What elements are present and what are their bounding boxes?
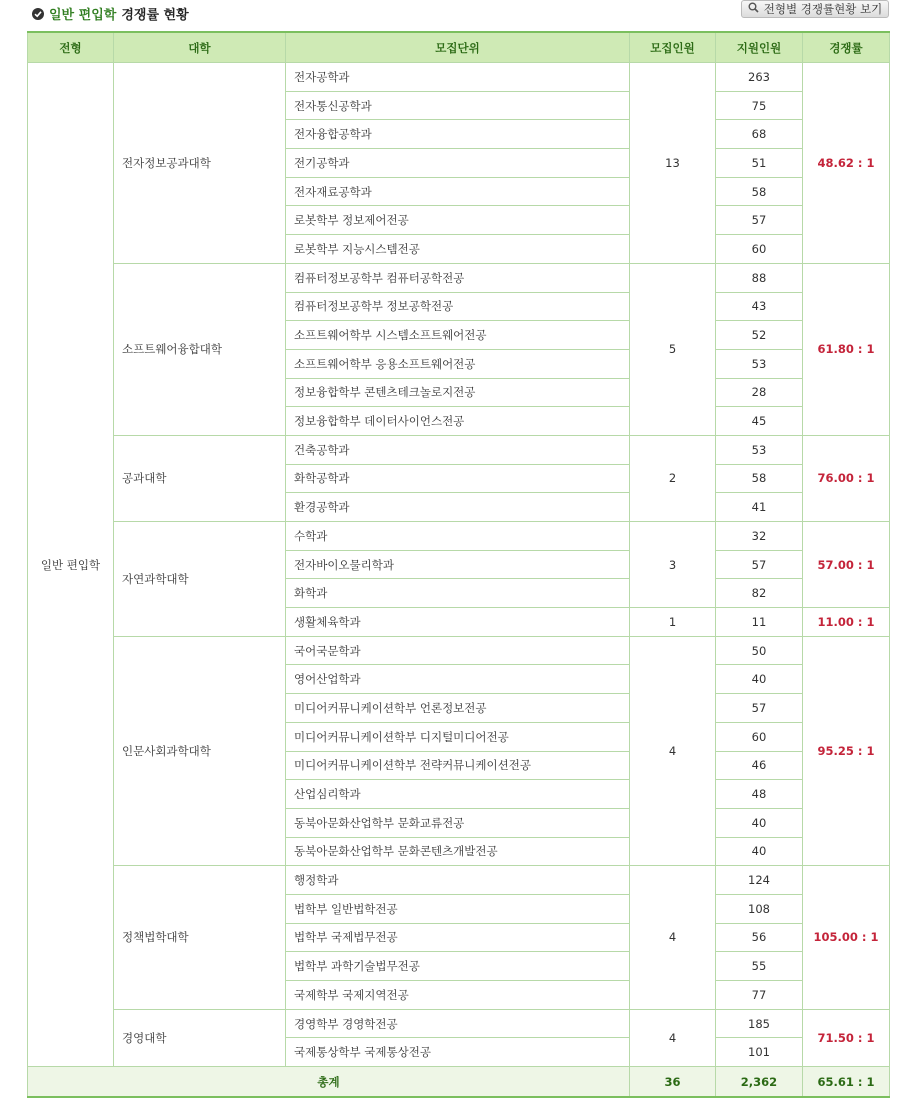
quota-cell: 4 bbox=[630, 636, 716, 866]
unit-cell: 법학부 일반법학전공 bbox=[286, 894, 630, 923]
college-cell: 소프트웨어융합대학 bbox=[114, 263, 286, 435]
ratio-cell: 95.25 : 1 bbox=[803, 636, 890, 866]
admission-type-cell: 일반 편입학 bbox=[28, 63, 114, 1067]
table-row bbox=[28, 1009, 890, 1038]
applicants-cell: 88 bbox=[716, 263, 803, 292]
unit-cell: 법학부 국제법무전공 bbox=[286, 923, 630, 952]
unit-cell: 환경공학과 bbox=[286, 493, 630, 522]
check-circle-icon bbox=[32, 8, 44, 20]
college-cell: 전자정보공과대학 bbox=[114, 63, 286, 264]
quota-cell: 3 bbox=[630, 522, 716, 608]
applicants-cell: 57 bbox=[716, 550, 803, 579]
unit-cell: 로봇학부 지능시스템전공 bbox=[286, 235, 630, 264]
ratio-cell: 48.62 : 1 bbox=[803, 63, 890, 264]
total-applicants: 2,362 bbox=[716, 1067, 803, 1098]
unit-cell: 전자융합공학과 bbox=[286, 120, 630, 149]
total-quota: 36 bbox=[630, 1067, 716, 1098]
title-highlight: 일반 편입학 bbox=[49, 8, 117, 23]
col-header-quota: 모집인원 bbox=[630, 32, 716, 63]
table-row bbox=[28, 866, 890, 895]
applicants-cell: 57 bbox=[716, 694, 803, 723]
unit-cell: 전자공학과 bbox=[286, 63, 630, 92]
unit-cell: 전자통신공학과 bbox=[286, 91, 630, 120]
table-row bbox=[28, 263, 890, 292]
college-cell: 자연과학대학 bbox=[114, 522, 286, 637]
unit-cell: 동북아문화산업학부 문화콘텐츠개발전공 bbox=[286, 837, 630, 866]
unit-cell: 국어국문학과 bbox=[286, 636, 630, 665]
unit-cell: 정보융합학부 콘텐츠테크놀로지전공 bbox=[286, 378, 630, 407]
applicants-cell: 55 bbox=[716, 952, 803, 981]
ratio-cell: 61.80 : 1 bbox=[803, 263, 890, 435]
unit-cell: 전기공학과 bbox=[286, 149, 630, 178]
table-row bbox=[28, 636, 890, 665]
applicants-cell: 40 bbox=[716, 808, 803, 837]
unit-cell: 국제학부 국제지역전공 bbox=[286, 981, 630, 1010]
col-header-applicants: 지원인원 bbox=[716, 32, 803, 63]
table-row bbox=[28, 522, 890, 551]
applicants-cell: 40 bbox=[716, 837, 803, 866]
applicants-cell: 52 bbox=[716, 321, 803, 350]
applicants-cell: 185 bbox=[716, 1009, 803, 1038]
ratio-cell: 11.00 : 1 bbox=[803, 608, 890, 637]
unit-cell: 화학과 bbox=[286, 579, 630, 608]
applicants-cell: 101 bbox=[716, 1038, 803, 1067]
college-cell: 공과대학 bbox=[114, 435, 286, 521]
college-cell: 인문사회과학대학 bbox=[114, 636, 286, 866]
unit-cell: 전자재료공학과 bbox=[286, 177, 630, 206]
col-header-type: 전형 bbox=[28, 32, 114, 63]
ratio-cell: 57.00 : 1 bbox=[803, 522, 890, 608]
applicants-cell: 68 bbox=[716, 120, 803, 149]
competition-table bbox=[27, 31, 890, 1098]
total-row bbox=[28, 1067, 890, 1098]
applicants-cell: 124 bbox=[716, 866, 803, 895]
unit-cell: 미디어커뮤니케이션학부 전략커뮤니케이션전공 bbox=[286, 751, 630, 780]
unit-cell: 소프트웨어학부 시스템소프트웨어전공 bbox=[286, 321, 630, 350]
applicants-cell: 263 bbox=[716, 63, 803, 92]
title-rest: 경쟁률 현황 bbox=[121, 8, 189, 23]
applicants-cell: 57 bbox=[716, 206, 803, 235]
unit-cell: 생활체육학과 bbox=[286, 608, 630, 637]
table-row bbox=[28, 435, 890, 464]
applicants-cell: 58 bbox=[716, 464, 803, 493]
unit-cell: 미디어커뮤니케이션학부 디지털미디어전공 bbox=[286, 722, 630, 751]
unit-cell: 정보융합학부 데이터사이언스전공 bbox=[286, 407, 630, 436]
quota-cell: 5 bbox=[630, 263, 716, 435]
unit-cell: 건축공학과 bbox=[286, 435, 630, 464]
unit-cell: 동북아문화산업학부 문화교류전공 bbox=[286, 808, 630, 837]
unit-cell: 미디어커뮤니케이션학부 언론정보전공 bbox=[286, 694, 630, 723]
applicants-cell: 58 bbox=[716, 177, 803, 206]
unit-cell: 수학과 bbox=[286, 522, 630, 551]
college-cell: 경영대학 bbox=[114, 1009, 286, 1066]
table-header-row bbox=[28, 32, 890, 63]
applicants-cell: 53 bbox=[716, 349, 803, 378]
total-label: 총계 bbox=[28, 1067, 630, 1098]
applicants-cell: 77 bbox=[716, 981, 803, 1010]
quota-cell: 1 bbox=[630, 608, 716, 637]
unit-cell: 경영학부 경영학전공 bbox=[286, 1009, 630, 1038]
applicants-cell: 51 bbox=[716, 149, 803, 178]
unit-cell: 로봇학부 정보제어전공 bbox=[286, 206, 630, 235]
applicants-cell: 56 bbox=[716, 923, 803, 952]
unit-cell: 화학공학과 bbox=[286, 464, 630, 493]
applicants-cell: 53 bbox=[716, 435, 803, 464]
view-by-type-button[interactable] bbox=[741, 0, 889, 18]
unit-cell: 행정학과 bbox=[286, 866, 630, 895]
search-icon bbox=[748, 2, 759, 16]
applicants-cell: 50 bbox=[716, 636, 803, 665]
section-header bbox=[0, 0, 899, 28]
table-row bbox=[28, 63, 890, 92]
ratio-cell: 105.00 : 1 bbox=[803, 866, 890, 1009]
applicants-cell: 41 bbox=[716, 493, 803, 522]
applicants-cell: 60 bbox=[716, 722, 803, 751]
col-header-college: 대학 bbox=[114, 32, 286, 63]
applicants-cell: 40 bbox=[716, 665, 803, 694]
unit-cell: 국제통상학부 국제통상전공 bbox=[286, 1038, 630, 1067]
ratio-cell: 76.00 : 1 bbox=[803, 435, 890, 521]
applicants-cell: 43 bbox=[716, 292, 803, 321]
section-title bbox=[32, 4, 189, 23]
applicants-cell: 48 bbox=[716, 780, 803, 809]
unit-cell: 소프트웨어학부 응용소프트웨어전공 bbox=[286, 349, 630, 378]
total-ratio: 65.61 : 1 bbox=[803, 1067, 890, 1098]
quota-cell: 13 bbox=[630, 63, 716, 264]
college-cell: 정책법학대학 bbox=[114, 866, 286, 1009]
quota-cell: 4 bbox=[630, 1009, 716, 1066]
unit-cell: 전자바이오물리학과 bbox=[286, 550, 630, 579]
applicants-cell: 46 bbox=[716, 751, 803, 780]
ratio-cell: 71.50 : 1 bbox=[803, 1009, 890, 1066]
view-by-type-label: 전형별 경쟁률현황 보기 bbox=[763, 2, 883, 16]
applicants-cell: 75 bbox=[716, 91, 803, 120]
applicants-cell: 28 bbox=[716, 378, 803, 407]
unit-cell: 컴퓨터정보공학부 컴퓨터공학전공 bbox=[286, 263, 630, 292]
applicants-cell: 108 bbox=[716, 894, 803, 923]
col-header-unit: 모집단위 bbox=[286, 32, 630, 63]
col-header-ratio: 경쟁률 bbox=[803, 32, 890, 63]
applicants-cell: 45 bbox=[716, 407, 803, 436]
quota-cell: 2 bbox=[630, 435, 716, 521]
applicants-cell: 32 bbox=[716, 522, 803, 551]
applicants-cell: 11 bbox=[716, 608, 803, 637]
unit-cell: 영어산업학과 bbox=[286, 665, 630, 694]
quota-cell: 4 bbox=[630, 866, 716, 1009]
applicants-cell: 82 bbox=[716, 579, 803, 608]
unit-cell: 산업심리학과 bbox=[286, 780, 630, 809]
unit-cell: 컴퓨터정보공학부 정보공학전공 bbox=[286, 292, 630, 321]
applicants-cell: 60 bbox=[716, 235, 803, 264]
unit-cell: 법학부 과학기술법무전공 bbox=[286, 952, 630, 981]
